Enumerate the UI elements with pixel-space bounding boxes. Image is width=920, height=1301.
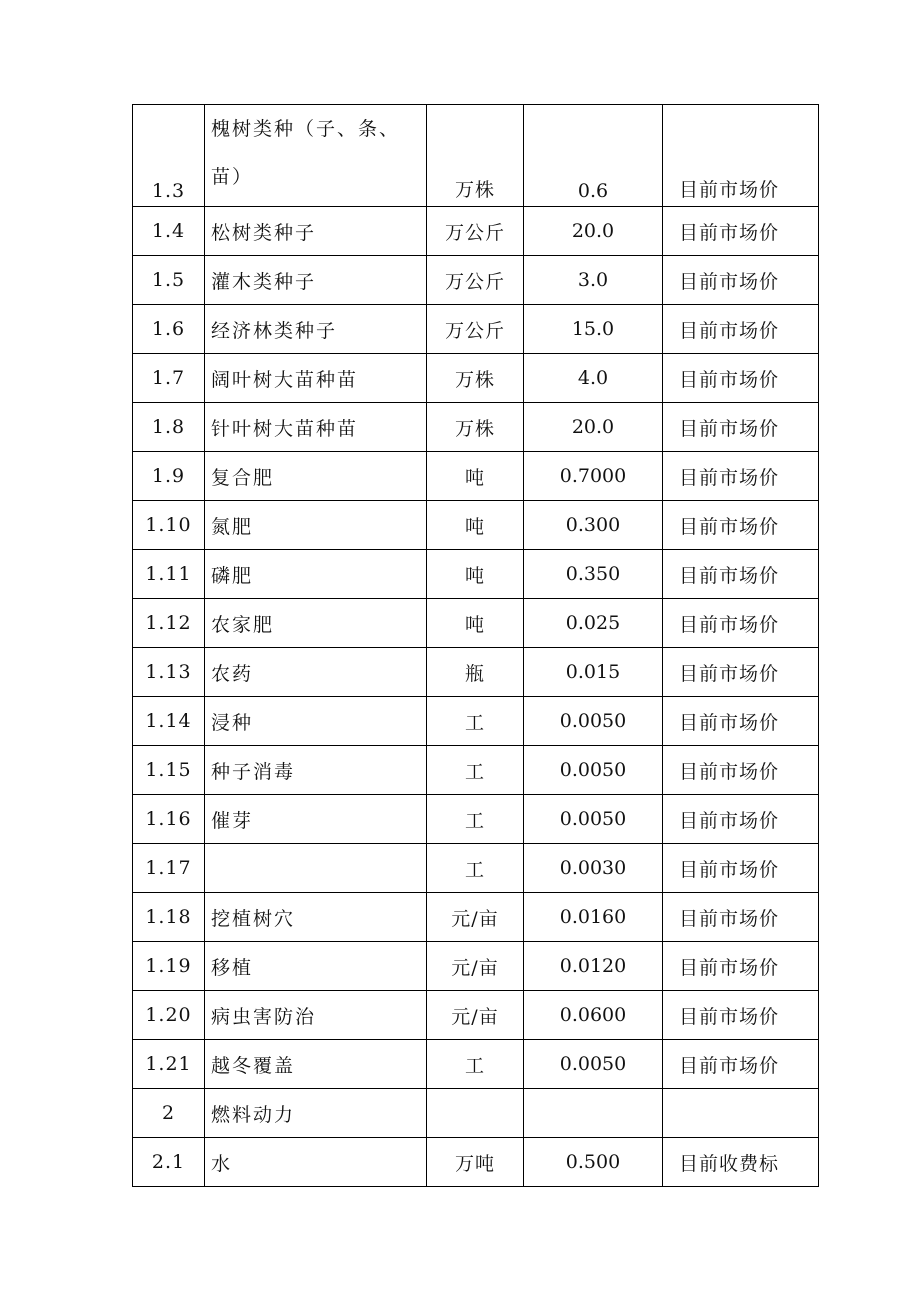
value-cell: 0.6 (524, 105, 663, 207)
value-cell: 0.0050 (524, 795, 663, 844)
item-name-cell: 挖植树穴 (205, 893, 427, 942)
value-cell: 0.0050 (524, 746, 663, 795)
unit-cell: 万株 (427, 403, 524, 452)
item-name-cell: 催芽 (205, 795, 427, 844)
value-cell: 0.300 (524, 501, 663, 550)
row-number-cell: 1.21 (133, 1040, 205, 1089)
value-cell: 0.0600 (524, 991, 663, 1040)
table-row (133, 354, 819, 403)
item-name-cell: 磷肥 (205, 550, 427, 599)
price-basis-cell: 目前市场价 (663, 795, 819, 844)
price-basis-cell: 目前市场价 (663, 599, 819, 648)
price-table (132, 104, 819, 1187)
unit-cell: 万吨 (427, 1138, 524, 1187)
item-name-cell: 水 (205, 1138, 427, 1187)
unit-cell (427, 1089, 524, 1138)
row-number-cell: 1.7 (133, 354, 205, 403)
unit-cell: 万株 (427, 105, 524, 207)
row-number-cell: 1.12 (133, 599, 205, 648)
item-name-cell: 复合肥 (205, 452, 427, 501)
value-cell: 20.0 (524, 403, 663, 452)
price-basis-cell: 目前市场价 (663, 942, 819, 991)
item-name-cell: 阔叶树大苗种苗 (205, 354, 427, 403)
item-name-cell: 农药 (205, 648, 427, 697)
table-row (133, 942, 819, 991)
price-basis-cell: 目前市场价 (663, 501, 819, 550)
unit-cell: 万公斤 (427, 256, 524, 305)
value-cell (524, 1089, 663, 1138)
unit-cell: 工 (427, 697, 524, 746)
item-name-cell: 灌木类种子 (205, 256, 427, 305)
item-name-cell: 松树类种子 (205, 207, 427, 256)
table-row (133, 256, 819, 305)
unit-cell: 吨 (427, 599, 524, 648)
price-table-body (133, 105, 819, 1187)
value-cell: 0.025 (524, 599, 663, 648)
item-name-cell: 越冬覆盖 (205, 1040, 427, 1089)
row-number-cell: 1.6 (133, 305, 205, 354)
table-row (133, 452, 819, 501)
table-row (133, 697, 819, 746)
price-basis-cell: 目前市场价 (663, 697, 819, 746)
table-row (133, 648, 819, 697)
item-name-cell: 浸种 (205, 697, 427, 746)
price-basis-cell: 目前市场价 (663, 746, 819, 795)
unit-cell: 万公斤 (427, 305, 524, 354)
row-number-cell: 1.3 (133, 105, 205, 207)
item-name-cell: 农家肥 (205, 599, 427, 648)
row-number-cell: 1.11 (133, 550, 205, 599)
table-row (133, 105, 819, 207)
price-basis-cell: 目前市场价 (663, 1040, 819, 1089)
unit-cell: 工 (427, 795, 524, 844)
price-basis-cell: 目前市场价 (663, 991, 819, 1040)
price-basis-cell: 目前收费标 (663, 1138, 819, 1187)
row-number-cell: 1.20 (133, 991, 205, 1040)
table-row (133, 305, 819, 354)
value-cell: 4.0 (524, 354, 663, 403)
row-number-cell: 1.10 (133, 501, 205, 550)
price-basis-cell: 目前市场价 (663, 354, 819, 403)
item-name-cell: 种子消毒 (205, 746, 427, 795)
table-row (133, 795, 819, 844)
unit-cell: 元/亩 (427, 942, 524, 991)
unit-cell: 吨 (427, 452, 524, 501)
price-basis-cell (663, 1089, 819, 1138)
price-basis-cell: 目前市场价 (663, 648, 819, 697)
value-cell: 3.0 (524, 256, 663, 305)
item-name-cell: 氮肥 (205, 501, 427, 550)
table-row (133, 1040, 819, 1089)
table-row (133, 207, 819, 256)
item-name-cell (205, 844, 427, 893)
unit-cell: 万株 (427, 354, 524, 403)
table-row (133, 746, 819, 795)
price-basis-cell: 目前市场价 (663, 403, 819, 452)
item-name-cell: 病虫害防治 (205, 991, 427, 1040)
table-row (133, 403, 819, 452)
unit-cell: 吨 (427, 501, 524, 550)
item-name-cell: 针叶树大苗种苗 (205, 403, 427, 452)
table-row (133, 550, 819, 599)
row-number-cell: 2 (133, 1089, 205, 1138)
row-number-cell: 1.18 (133, 893, 205, 942)
row-number-cell: 2.1 (133, 1138, 205, 1187)
price-basis-cell: 目前市场价 (663, 844, 819, 893)
row-number-cell: 1.9 (133, 452, 205, 501)
unit-cell: 工 (427, 1040, 524, 1089)
value-cell: 0.500 (524, 1138, 663, 1187)
row-number-cell: 1.5 (133, 256, 205, 305)
row-number-cell: 1.16 (133, 795, 205, 844)
table-row (133, 844, 819, 893)
unit-cell: 工 (427, 844, 524, 893)
table-row (133, 1138, 819, 1187)
value-cell: 0.0160 (524, 893, 663, 942)
row-number-cell: 1.14 (133, 697, 205, 746)
row-number-cell: 1.15 (133, 746, 205, 795)
unit-cell: 元/亩 (427, 893, 524, 942)
unit-cell: 瓶 (427, 648, 524, 697)
price-basis-cell: 目前市场价 (663, 256, 819, 305)
row-number-cell: 1.8 (133, 403, 205, 452)
table-row (133, 599, 819, 648)
value-cell: 20.0 (524, 207, 663, 256)
row-number-cell: 1.13 (133, 648, 205, 697)
table-row (133, 893, 819, 942)
unit-cell: 工 (427, 746, 524, 795)
table-row (133, 1089, 819, 1138)
price-basis-cell: 目前市场价 (663, 207, 819, 256)
price-basis-cell: 目前市场价 (663, 305, 819, 354)
value-cell: 0.7000 (524, 452, 663, 501)
row-number-cell: 1.19 (133, 942, 205, 991)
price-basis-cell: 目前市场价 (663, 105, 819, 207)
unit-cell: 万公斤 (427, 207, 524, 256)
value-cell: 0.015 (524, 648, 663, 697)
table-row (133, 991, 819, 1040)
item-name-cell: 经济林类种子 (205, 305, 427, 354)
item-name-cell: 燃料动力 (205, 1089, 427, 1138)
item-name-cell: 槐树类种（子、条、苗） (205, 105, 427, 207)
price-basis-cell: 目前市场价 (663, 452, 819, 501)
value-cell: 0.0050 (524, 1040, 663, 1089)
value-cell: 0.0030 (524, 844, 663, 893)
table-row (133, 501, 819, 550)
row-number-cell: 1.17 (133, 844, 205, 893)
unit-cell: 元/亩 (427, 991, 524, 1040)
value-cell: 0.350 (524, 550, 663, 599)
value-cell: 15.0 (524, 305, 663, 354)
price-basis-cell: 目前市场价 (663, 550, 819, 599)
unit-cell: 吨 (427, 550, 524, 599)
item-name-cell: 移植 (205, 942, 427, 991)
value-cell: 0.0120 (524, 942, 663, 991)
row-number-cell: 1.4 (133, 207, 205, 256)
value-cell: 0.0050 (524, 697, 663, 746)
price-basis-cell: 目前市场价 (663, 893, 819, 942)
